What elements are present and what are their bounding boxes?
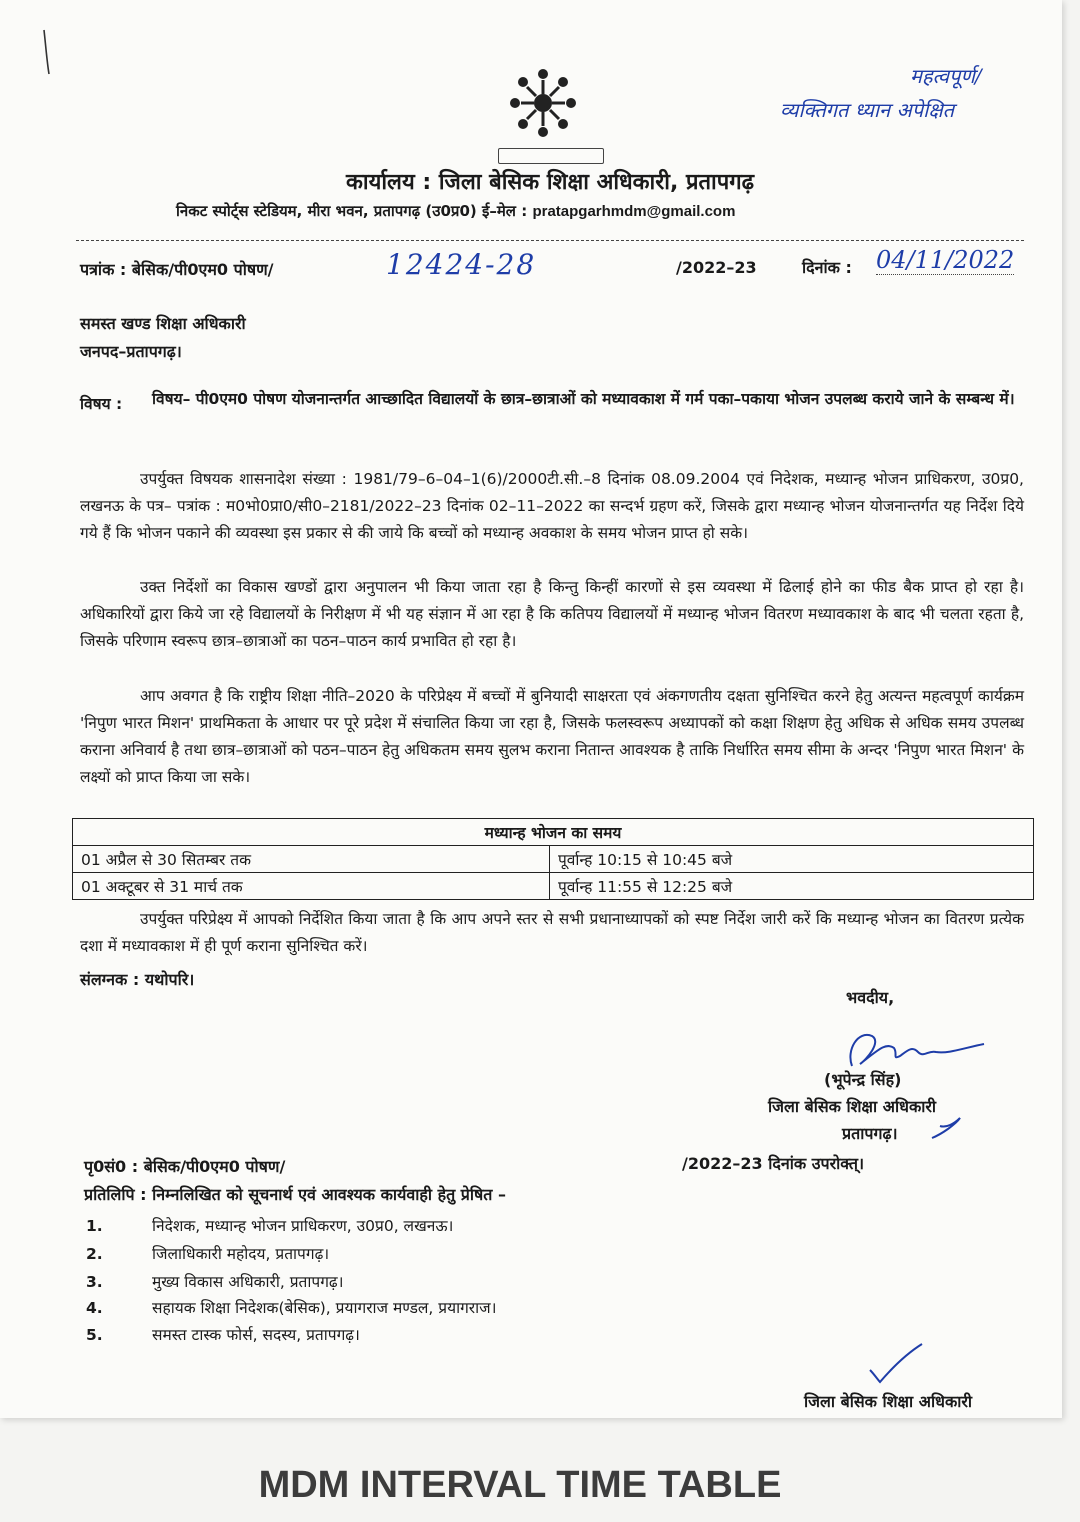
recipient-line1: समस्त खण्ड शिक्षा अधिकारी <box>80 314 246 333</box>
list-item: 3. मुख्य विकास अधिकारी, प्रतापगढ़। <box>86 1273 344 1291</box>
subject-text: विषय– पी0एम0 पोषण योजनान्तर्गत आच्छादित विद्यालयों के छात्र–छात्राओं को मध्यावकाश में गर्म पका–पकाया भोजन उपलब्ध कराये जाने के सम्बन्ध में। <box>152 390 1015 408</box>
ref-number: 12424-28 <box>386 248 537 281</box>
tick-mark-icon <box>866 1340 926 1386</box>
signatory-designation: जिला बेसिक शिक्षा अधिकारी <box>768 1097 937 1116</box>
office-email: pratapgarhmdm@gmail.com <box>532 203 736 220</box>
table-header-row <box>73 819 1034 846</box>
body-paragraph-2: उक्त निर्देशों का विकास खण्डों द्वारा अनुपालन भी किया जाता रहा है किन्तु किन्हीं कारणों से इस व्यवस्था में ढिलाई होने का फीड बैक प्राप्त हो रहा है। अधिकारियों द्वारा किये जा रहे विद्यालयों के निरीक्षण में भी यह संज्ञान में आ रहा है कि कतिपय विद्यालयों में मध्यान्ह भोजन वितरण मध्यावकाश के बाद भी चलता रहता है, जिसके परिणाम स्वरूप छात्र–छात्राओं का पठन–पाठन कार्य प्रभावित हो रहा है। <box>80 578 1024 650</box>
logo-banner <box>498 148 604 164</box>
list-item: 4. सहायक शिक्षा निदेशक(बेसिक), प्रयागराज मण्डल, प्रयागराज। <box>86 1299 497 1317</box>
list-item: 1. निदेशक, मध्यान्ह भोजन प्राधिकरण, उ0प्र0, लखनऊ। <box>86 1217 454 1235</box>
office-address: निकट स्पोर्ट्स स्टेडियम, मीरा भवन, प्रतापगढ़ (उ0प्र0) ई–मेल : pratapgarhmdm@gmail.com <box>176 202 736 220</box>
signatory-name: (भूपेन्द्र सिंह) <box>824 1070 902 1089</box>
meal-time-table <box>72 818 1034 900</box>
department-logo-icon <box>506 66 580 140</box>
header-divider <box>76 240 1024 241</box>
initial-mark-icon <box>926 1114 966 1144</box>
enclosure: संलग्नक : यथोपरि। <box>80 970 195 989</box>
footer-designation: जिला बेसिक शिक्षा अधिकारी <box>804 1392 973 1411</box>
closing: भवदीय, <box>846 988 895 1007</box>
period-cell: 01 अक्टूबर से 31 मार्च तक <box>73 873 550 900</box>
ref-label: पत्रांक : बेसिक/पी0एम0 पोषण/ <box>80 260 274 279</box>
signatory-place: प्रतापगढ़। <box>842 1124 898 1143</box>
list-item: 5. समस्त टास्क फोर्स, सदस्य, प्रतापगढ़। <box>86 1326 360 1344</box>
letter-date: 04/11/2022 <box>876 246 1015 274</box>
subject-label: विषय : <box>80 395 123 413</box>
body-paragraph-3: आप अवगत है कि राष्ट्रीय शिक्षा नीति–2020 के परिप्रेक्ष्य में बच्चों में बुनियादी साक्षरता एवं अंकगणतीय दक्षता सुनिश्चित करने हेतु अत्यन्त महत्वपूर्ण कार्यक्रम 'निपुण भारत मिशन' प्राथमिकता के आधार पर पूरे प्रदेश में संचालित किया जा रहा है, जिसके फलस्वरूप अध्यापकों को कक्षा शिक्षण हेतु अधिक से अधिक समय उपलब्ध कराना अनिवार्य है तथा छात्र–छात्राओं को पठन–पाठन हेतु अधिकतम समय सुलभ कराना नितान्त आवश्यक है ताकि निर्धारित समय सीमा के अन्दर 'निपुण भारत मिशन' के लक्ष्यों को प्राप्त किया जा सके। <box>80 687 1024 786</box>
date-label: दिनांक : <box>802 258 852 277</box>
body-paragraph-4: उपर्युक्त परिप्रेक्ष्य में आपको निर्देशित किया जाता है कि आप अपने स्तर से सभी प्रधानाध्यापकों को स्पष्ट निर्देश जारी करें कि मध्यान्ह भोजन का वितरण प्रत्येक दशा में मध्यावकाश में ही पूर्ण कराना सुनिश्चित करें। <box>80 910 1024 955</box>
office-title: कार्यालय : जिला बेसिक शिक्षा अधिकारी, प्रतापगढ़ <box>346 170 754 195</box>
list-item: 2. जिलाधिकारी महोदय, प्रतापगढ़। <box>86 1245 330 1263</box>
copy-intro: प्रतिलिपि : निम्नलिखित को सूचनार्थ एवं आवश्यक कार्यवाही हेतु प्रेषित – <box>84 1185 506 1204</box>
body-paragraph-1: उपर्युक्त विषयक शासनादेश संख्या : 1981/79–6–04–1(6)/2000टी.सी.–8 दिनांक 08.09.2004 एवं निदेशक, मध्यान्ह भोजन प्राधिकरण, उ0प्र0, लखनऊ के पत्र– पत्रांक : म0भो0प्रा0/सी0–2181/2022–23 दिनांक 02–11–2022 का सन्दर्भ ग्रहण करें, जिसके द्वारा मध्यान्ह भोजन योजनान्तर्गत यह निर्देश दिये गये हैं कि भोजन पकाने की व्यवस्था इस प्रकार से की जाये कि बच्चों को मध्यान्ह अवकाश के समय भोजन प्राप्त हो सके। <box>80 470 1024 542</box>
time-cell: पूर्वान्ह 10:15 से 10:45 बजे <box>550 846 1034 873</box>
table-heading: मध्यान्ह भोजन का समय <box>73 819 1034 846</box>
recipient-line2: जनपद–प्रतापगढ़। <box>80 342 182 361</box>
image-caption: MDM INTERVAL TIME TABLE <box>258 1464 782 1506</box>
corner-note-line2: व्यक्तिगत ध्यान अपेक्षित <box>780 98 955 122</box>
time-cell: पूर्वान्ह 11:55 से 12:25 बजे <box>550 873 1034 900</box>
table-row <box>73 846 1034 873</box>
copy-ref-label: पृ0सं0 : बेसिक/पी0एम0 पोषण/ <box>84 1157 286 1176</box>
copy-ref-year: /2022–23 दिनांक उपरोक्त्। <box>682 1154 865 1173</box>
ref-year: /2022–23 <box>676 258 757 277</box>
period-cell: 01 अप्रैल से 30 सितम्बर तक <box>73 846 550 873</box>
corner-note-line1: महत्वपूर्ण/ <box>910 64 982 88</box>
table-row <box>73 873 1034 900</box>
pen-mark <box>40 28 54 78</box>
